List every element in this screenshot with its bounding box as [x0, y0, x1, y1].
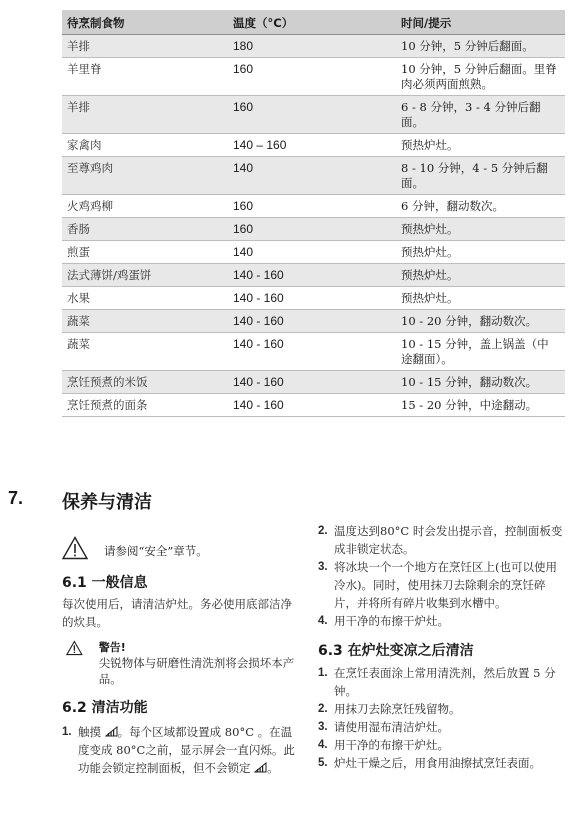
cell-temp: 160: [228, 195, 396, 218]
table-row: [62, 134, 565, 157]
cell-time: 15 - 20 分钟，中途翻动。: [396, 394, 565, 417]
cell-food: 羊里脊: [62, 58, 228, 96]
step-number: 4.: [318, 615, 328, 627]
list-item: [318, 700, 568, 718]
cell-food: 香肠: [62, 218, 228, 241]
cell-food: 烹饪预煮的面条: [62, 394, 228, 417]
list-item: [318, 522, 568, 558]
cell-temp: 140: [228, 157, 396, 195]
step-text: 用抹刀去除烹饪残留物。: [334, 702, 461, 716]
table-row: [62, 371, 565, 394]
table-header-row: [62, 10, 565, 35]
list-item: [62, 723, 302, 777]
step-text: 温度达到80°C 时会发出提示音，控制面板变成非锁定状态。: [334, 524, 563, 556]
list-item: [318, 718, 568, 736]
step1-part-b: 。每个区域都设置成 80°C 。在温度变成 80°C之前，显示屏会一直闪烁。此功能会锁定控制面板，但不会锁定: [78, 725, 295, 775]
cell-time: 6 分钟，翻动数次。: [396, 195, 565, 218]
step-text: 用干净的布擦干炉灶。: [334, 738, 449, 752]
header-food: 待烹制食物: [62, 10, 228, 35]
warning-icon: [66, 640, 83, 656]
warning-text: 尖锐物体与研磨性清洗剂将会损坏本产品。: [98, 656, 295, 686]
cell-temp: 160: [228, 58, 396, 96]
list-item: [318, 612, 568, 630]
table-row: [62, 333, 565, 371]
cleaning-steps-left: [62, 723, 302, 777]
table-row: [62, 241, 565, 264]
cell-time: 预热炉灶。: [396, 241, 565, 264]
step-text: 用干净的布擦干炉灶。: [334, 614, 449, 628]
step-number: 3.: [318, 721, 328, 733]
cell-time: 6 - 8 分钟，3 - 4 分钟后翻面。: [396, 96, 565, 134]
step-number: 2.: [318, 703, 328, 715]
table-row: [62, 195, 565, 218]
cell-temp: 180: [228, 35, 396, 58]
table-row: [62, 157, 565, 195]
cell-time: 10 - 15 分钟，盖上锅盖（中途翻面）。: [396, 333, 565, 371]
safety-note: [62, 522, 302, 560]
step1-part-a: 触摸: [78, 725, 105, 739]
cell-temp: 140 - 160: [228, 394, 396, 417]
cell-food: 火鸡鸡柳: [62, 195, 228, 218]
step-number: 5.: [318, 757, 328, 769]
step-number: 3.: [318, 561, 328, 573]
cell-temp: 140 - 160: [228, 310, 396, 333]
step-text: 请使用湿布清洁炉灶。: [334, 720, 449, 734]
step-number: 4.: [318, 739, 328, 751]
list-item: [318, 754, 568, 772]
cell-temp: 140 - 160: [228, 264, 396, 287]
step-text: 炉灶干燥之后，用食用油擦拭烹饪表面。: [334, 756, 541, 770]
cell-food: 蔬菜: [62, 310, 228, 333]
cell-time: 预热炉灶。: [396, 218, 565, 241]
header-temp: 温度（°C）: [228, 10, 396, 35]
chapter-title: 保养与清洁: [62, 492, 152, 513]
lock-key-icon: [105, 726, 118, 737]
cell-food: 烹饪预煮的米饭: [62, 371, 228, 394]
cell-temp: 160: [228, 96, 396, 134]
step-number: 1.: [62, 726, 72, 738]
cell-time: 10 分钟，5 分钟后翻面。里脊肉必须两面煎熟。: [396, 58, 565, 96]
header-time: 时间/提示: [396, 10, 565, 35]
cell-time: 预热炉灶。: [396, 264, 565, 287]
cell-time: 预热炉灶。: [396, 287, 565, 310]
list-item: [318, 664, 568, 700]
cell-food: 法式薄饼/鸡蛋饼: [62, 264, 228, 287]
warning-title: 警告!: [98, 641, 126, 654]
section-6-1-title: 6.1 一般信息: [62, 575, 148, 591]
cell-food: 至尊鸡肉: [62, 157, 228, 195]
cleaning-steps-right: [318, 522, 568, 630]
cell-time: 预热炉灶。: [396, 134, 565, 157]
section-6-1-text: 每次使用后，请清洁炉灶。务必使用底部洁净的炊具。: [62, 597, 292, 629]
cell-time: 10 - 20 分钟，翻动数次。: [396, 310, 565, 333]
section-6-2-title: 6.2 清洁功能: [62, 700, 148, 716]
step-text: [78, 723, 302, 777]
cell-food: 蔬菜: [62, 333, 228, 371]
cell-temp: 160: [228, 218, 396, 241]
warning-block: [62, 639, 302, 687]
cell-food: 羊排: [62, 96, 228, 134]
cell-temp: 140 - 160: [228, 287, 396, 310]
table-row: [62, 287, 565, 310]
cooking-table: [62, 10, 565, 417]
left-column: [62, 522, 302, 777]
cell-time: 10 分钟，5 分钟后翻面。: [396, 35, 565, 58]
list-item: [318, 736, 568, 754]
chapter-number: 7.: [8, 488, 24, 508]
cell-temp: 140 - 160: [228, 333, 396, 371]
table-row: [62, 35, 565, 58]
section-6-3-title: 6.3 在炉灶变凉之后清洁: [318, 643, 474, 659]
step-text: 在烹饪表面涂上常用清洗剂，然后放置 5 分钟。: [334, 666, 556, 698]
warning-triangle-icon: [62, 536, 88, 560]
cell-food: 煎蛋: [62, 241, 228, 264]
table-row: [62, 264, 565, 287]
cell-food: 羊排: [62, 35, 228, 58]
cell-time: 8 - 10 分钟，4 - 5 分钟后翻面。: [396, 157, 565, 195]
step-text: 将冰块一个一个地方在烹饪区上(也可以使用冷水)。同时，使用抹刀去除剩余的烹饪碎片，并将所有碎片收集到水槽中。: [334, 560, 557, 610]
warning-content: [99, 639, 302, 687]
step1-part-c: 。: [267, 761, 279, 775]
table-row: [62, 394, 565, 417]
table-row: [62, 58, 565, 96]
list-item: [318, 558, 568, 612]
table-row: [62, 96, 565, 134]
step-number: 2.: [318, 525, 328, 537]
table-row: [62, 310, 565, 333]
cell-food: 水果: [62, 287, 228, 310]
right-column: [318, 522, 568, 772]
lock-key-icon: [254, 762, 267, 773]
cell-temp: 140: [228, 241, 396, 264]
cell-temp: 140 – 160: [228, 134, 396, 157]
step-number: 1.: [318, 667, 328, 679]
safety-note-text: 请参阅“安全”章节。: [104, 544, 208, 558]
table-row: [62, 218, 565, 241]
cell-time: 10 - 15 分钟，翻动数次。: [396, 371, 565, 394]
cell-temp: 140 - 160: [228, 371, 396, 394]
cell-food: 家禽肉: [62, 134, 228, 157]
after-cool-steps: [318, 664, 568, 772]
